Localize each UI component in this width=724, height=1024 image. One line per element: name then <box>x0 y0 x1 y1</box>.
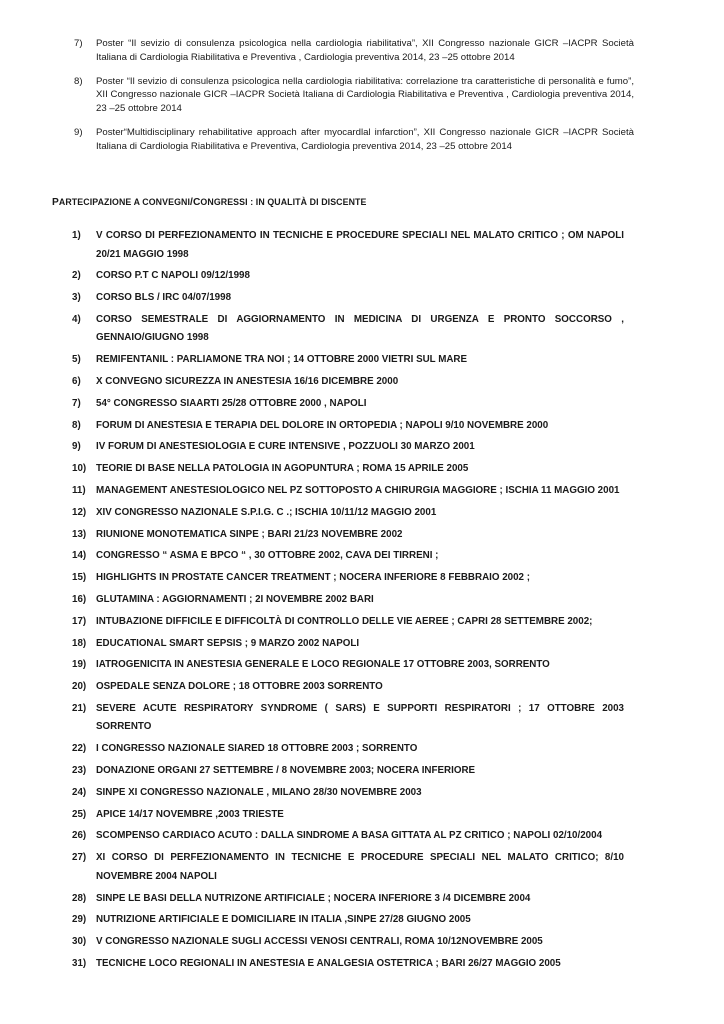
list-item-text: RIUNIONE MONOTEMATICA SINPE ; BARI 21/23 NOVEMBRE 2002 <box>96 528 403 540</box>
section-heading <box>52 197 366 208</box>
course-list-item <box>56 417 624 436</box>
list-item-number: 17) <box>72 615 87 627</box>
list-item-number: 18) <box>72 637 87 649</box>
list-item-text: CORSO P.T C NAPOLI 09/12/1998 <box>96 270 250 282</box>
list-item-text: CORSO BLS / IRC 04/07/1998 <box>96 292 232 304</box>
list-item-text: Poster“Multidisciplinary rehabilitative approach after myocardlal infarction”, XII Congresso nazionale GICR –IACPR Società Italiana di Cardiologia Riabilitativa e Preventiva, Cardiologia preventiva 2014, 23 –25 ottobre 2014 <box>96 126 634 152</box>
heading-initial-p: P <box>52 197 59 208</box>
course-list-item <box>56 955 624 974</box>
list-item-number: 25) <box>72 808 87 820</box>
poster-list-item <box>74 126 634 154</box>
list-item-text: SINPE LE BASI DELLA NUTRIZONE ARTIFICIALE ; NOCERA INFERIORE 3 /4 DICEMBRE 2004 <box>96 892 531 904</box>
course-list-item <box>56 806 624 825</box>
heading-part-2: ONGRESSI : IN QUALITÀ DI DISCENTE <box>200 197 367 207</box>
list-item-text: MANAGEMENT ANESTESIOLOGICO NEL PZ SOTTOPOSTO A CHIRURGIA MAGGIORE ; ISCHIA 11 MAGGIO 2001 <box>96 484 620 496</box>
poster-list-item <box>74 75 634 116</box>
list-item-text: Poster “Il sevizio di consulenza psicologica nella cardiologia riabilitativa: correlazione tra caratteristiche di personalità e fumo”, XII Congresso nazionale GICR –IACPR Società Italiana di Cardiologia Riabilitativa e Preventiva , Cardiologia preventiva 2014, 23 –25 ottobre 2014 <box>96 75 634 115</box>
list-item-text: X CONVEGNO SICUREZZA IN ANESTESIA 16/16 DICEMBRE 2000 <box>96 375 399 387</box>
list-item-text: V CORSO DI PERFEZIONAMENTO IN TECNICHE E PROCEDURE SPECIALI NEL MALATO CRITICO ; OM NAPOLI 20/21 MAGGIO 1998 <box>96 230 624 260</box>
list-item-text: TEORIE DI BASE NELLA PATOLOGIA IN AGOPUNTURA ; ROMA 15 APRILE 2005 <box>96 463 469 475</box>
course-list <box>56 227 624 977</box>
course-list-item <box>56 569 624 588</box>
heading-part-1: ARTECIPAZIONE A CONVEGNI <box>58 197 191 207</box>
list-item-number: 1) <box>72 230 81 241</box>
list-item-number: 7) <box>74 38 83 49</box>
list-item-number: 24) <box>72 786 87 798</box>
list-item-number: 9) <box>72 441 81 453</box>
list-item-text: IATROGENICITA IN ANESTESIA GENERALE E LOCO REGIONALE 17 OTTOBRE 2003, SORRENTO <box>96 659 550 671</box>
list-item-number: 5) <box>72 354 81 366</box>
list-item-text: APICE 14/17 NOVEMBRE ,2003 TRIESTE <box>96 808 284 820</box>
list-item-number: 8) <box>72 419 81 431</box>
list-item-text: XIV CONGRESSO NAZIONALE S.P.I.G. C .; ISCHIA 10/11/12 MAGGIO 2001 <box>96 506 437 518</box>
list-item-number: 2) <box>72 270 81 282</box>
list-item-text: V CONGRESSO NAZIONALE SUGLI ACCESSI VENOSI CENTRALI, ROMA 10/12NOVEMBRE 2005 <box>96 936 543 948</box>
list-item-number: 29) <box>72 914 87 926</box>
list-item-text: REMIFENTANIL : PARLIAMONE TRA NOI ; 14 OTTOBRE 2000 VIETRI SUL MARE <box>96 354 468 366</box>
list-item-number: 22) <box>72 743 87 755</box>
list-item-number: 9) <box>74 126 83 138</box>
list-item-number: 30) <box>72 936 87 948</box>
course-list-item <box>56 547 624 566</box>
course-list-item <box>56 591 624 610</box>
course-list-item <box>56 526 624 545</box>
list-item-text: TECNICHE LOCO REGIONALI IN ANESTESIA E ANALGESIA OSTETRICA ; BARI 26/27 MAGGIO 2005 <box>96 957 561 969</box>
list-item-text: CORSO SEMESTRALE DI AGGIORNAMENTO IN MEDICINA DI URGENZA E PRONTO SOCCORSO , GENNAIO/GIUGNO 1998 <box>96 313 624 344</box>
list-item-number: 19) <box>72 659 87 671</box>
course-list-item <box>56 740 624 759</box>
list-item-number: 13) <box>72 528 87 540</box>
list-item-text: SEVERE ACUTE RESPIRATORY SYNDROME ( SARS) E SUPPORTI RESPIRATORI ; 17 OTTOBRE 2003 SORRENTO <box>96 702 624 733</box>
course-list-item <box>56 849 624 886</box>
list-item-number: 15) <box>72 572 87 584</box>
list-item-text: HIGHLIGHTS IN PROSTATE CANCER TREATMENT ; NOCERA INFERIORE 8 FEBBRAIO 2002 ; <box>96 572 530 584</box>
list-item-text: INTUBAZIONE DIFFICILE E DIFFICOLTÀ DI CONTROLLO DELLE VIE AEREE ; CAPRI 28 SETTEMBRE 2002; <box>96 615 593 627</box>
list-item-text: GLUTAMINA : AGGIORNAMENTI ; 2I NOVEMBRE 2002 BARI <box>96 593 374 605</box>
course-list-item <box>56 373 624 392</box>
list-item-text: FORUM DI ANESTESIA E TERAPIA DEL DOLORE IN ORTOPEDIA ; NAPOLI 9/10 NOVEMBRE 2000 <box>96 419 549 431</box>
list-item-text: I CONGRESSO NAZIONALE SIARED 18 OTTOBRE 2003 ; SORRENTO <box>96 743 418 755</box>
list-item-number: 26) <box>72 830 87 842</box>
course-list-item <box>56 267 624 286</box>
list-item-number: 11) <box>72 484 86 496</box>
heading-slash: / <box>190 197 193 208</box>
list-item-text: CONGRESSO “ ASMA E BPCO “ , 30 OTTOBRE 2002, CAVA DEI TIRRENI ; <box>96 550 439 562</box>
course-list-item <box>56 933 624 952</box>
list-item-number: 21) <box>72 702 87 714</box>
list-item-text: NUTRIZIONE ARTIFICIALE E DOMICILIARE IN ITALIA ,SINPE 27/28 GIUGNO 2005 <box>96 914 471 926</box>
course-list-item <box>56 482 624 501</box>
list-item-number: 31) <box>72 957 87 969</box>
list-item-text: Poster “Il sevizio di consulenza psicologica nella cardiologia riabilitativa”, XII Congresso nazionale GICR –IACPR Società Italiana di Cardiologia Riabilitativa e Preventiva , Cardiologia preventiva 2014, 23 –25 ottobre 2014 <box>96 38 634 63</box>
course-list-item <box>56 289 624 308</box>
list-item-number: 10) <box>72 463 87 475</box>
course-list-item <box>56 438 624 457</box>
poster-list-item <box>74 37 634 65</box>
course-list-item <box>56 635 624 654</box>
list-item-text: DONAZIONE ORGANI 27 SETTEMBRE / 8 NOVEMBRE 2003; NOCERA INFERIORE <box>96 765 476 777</box>
course-list-item <box>56 890 624 909</box>
list-item-number: 12) <box>72 506 87 518</box>
course-list-item <box>56 395 624 414</box>
course-list-item <box>56 700 624 737</box>
course-list-item <box>56 613 624 632</box>
course-list-item <box>56 227 624 264</box>
list-item-text: EDUCATIONAL SMART SEPSIS ; 9 MARZO 2002 NAPOLI <box>96 637 360 649</box>
list-item-text: IV FORUM DI ANESTESIOLOGIA E CURE INTENSIVE , POZZUOLI 30 MARZO 2001 <box>96 441 475 453</box>
list-item-number: 28) <box>72 892 87 904</box>
poster-list <box>74 37 634 164</box>
course-list-item <box>56 911 624 930</box>
list-item-text: 54° CONGRESSO SIAARTI 25/28 OTTOBRE 2000 , NAPOLI <box>96 397 367 409</box>
course-list-item <box>56 656 624 675</box>
list-item-number: 8) <box>74 75 83 87</box>
course-list-item <box>56 351 624 370</box>
course-list-item <box>56 827 624 846</box>
list-item-number: 7) <box>72 397 81 409</box>
list-item-number: 20) <box>72 681 87 693</box>
course-list-item <box>56 784 624 803</box>
list-item-number: 27) <box>72 852 87 864</box>
course-list-item <box>56 460 624 479</box>
list-item-number: 6) <box>72 375 81 387</box>
course-list-item <box>56 762 624 781</box>
heading-initial-c: C <box>192 197 201 208</box>
list-item-number: 3) <box>72 292 81 304</box>
course-list-item <box>56 311 624 348</box>
list-item-text: XI CORSO DI PERFEZIONAMENTO IN TECNICHE E PROCEDURE SPECIALI NEL MALATO CRITICO; 8/10 NOVEMBRE 2004 NAPOLI <box>96 852 624 882</box>
list-item-number: 16) <box>72 593 87 605</box>
list-item-text: OSPEDALE SENZA DOLORE ; 18 OTTOBRE 2003 SORRENTO <box>96 681 383 693</box>
course-list-item <box>56 678 624 697</box>
list-item-text: SINPE XI CONGRESSO NAZIONALE , MILANO 28/30 NOVEMBRE 2003 <box>96 786 422 798</box>
list-item-number: 4) <box>72 313 81 325</box>
list-item-text: SCOMPENSO CARDIACO ACUTO : DALLA SINDROME A BASA GITTATA AL PZ CRITICO ; NAPOLI 02/10/2004 <box>96 830 603 842</box>
list-item-number: 14) <box>72 550 87 562</box>
course-list-item <box>56 504 624 523</box>
list-item-number: 23) <box>72 765 87 777</box>
